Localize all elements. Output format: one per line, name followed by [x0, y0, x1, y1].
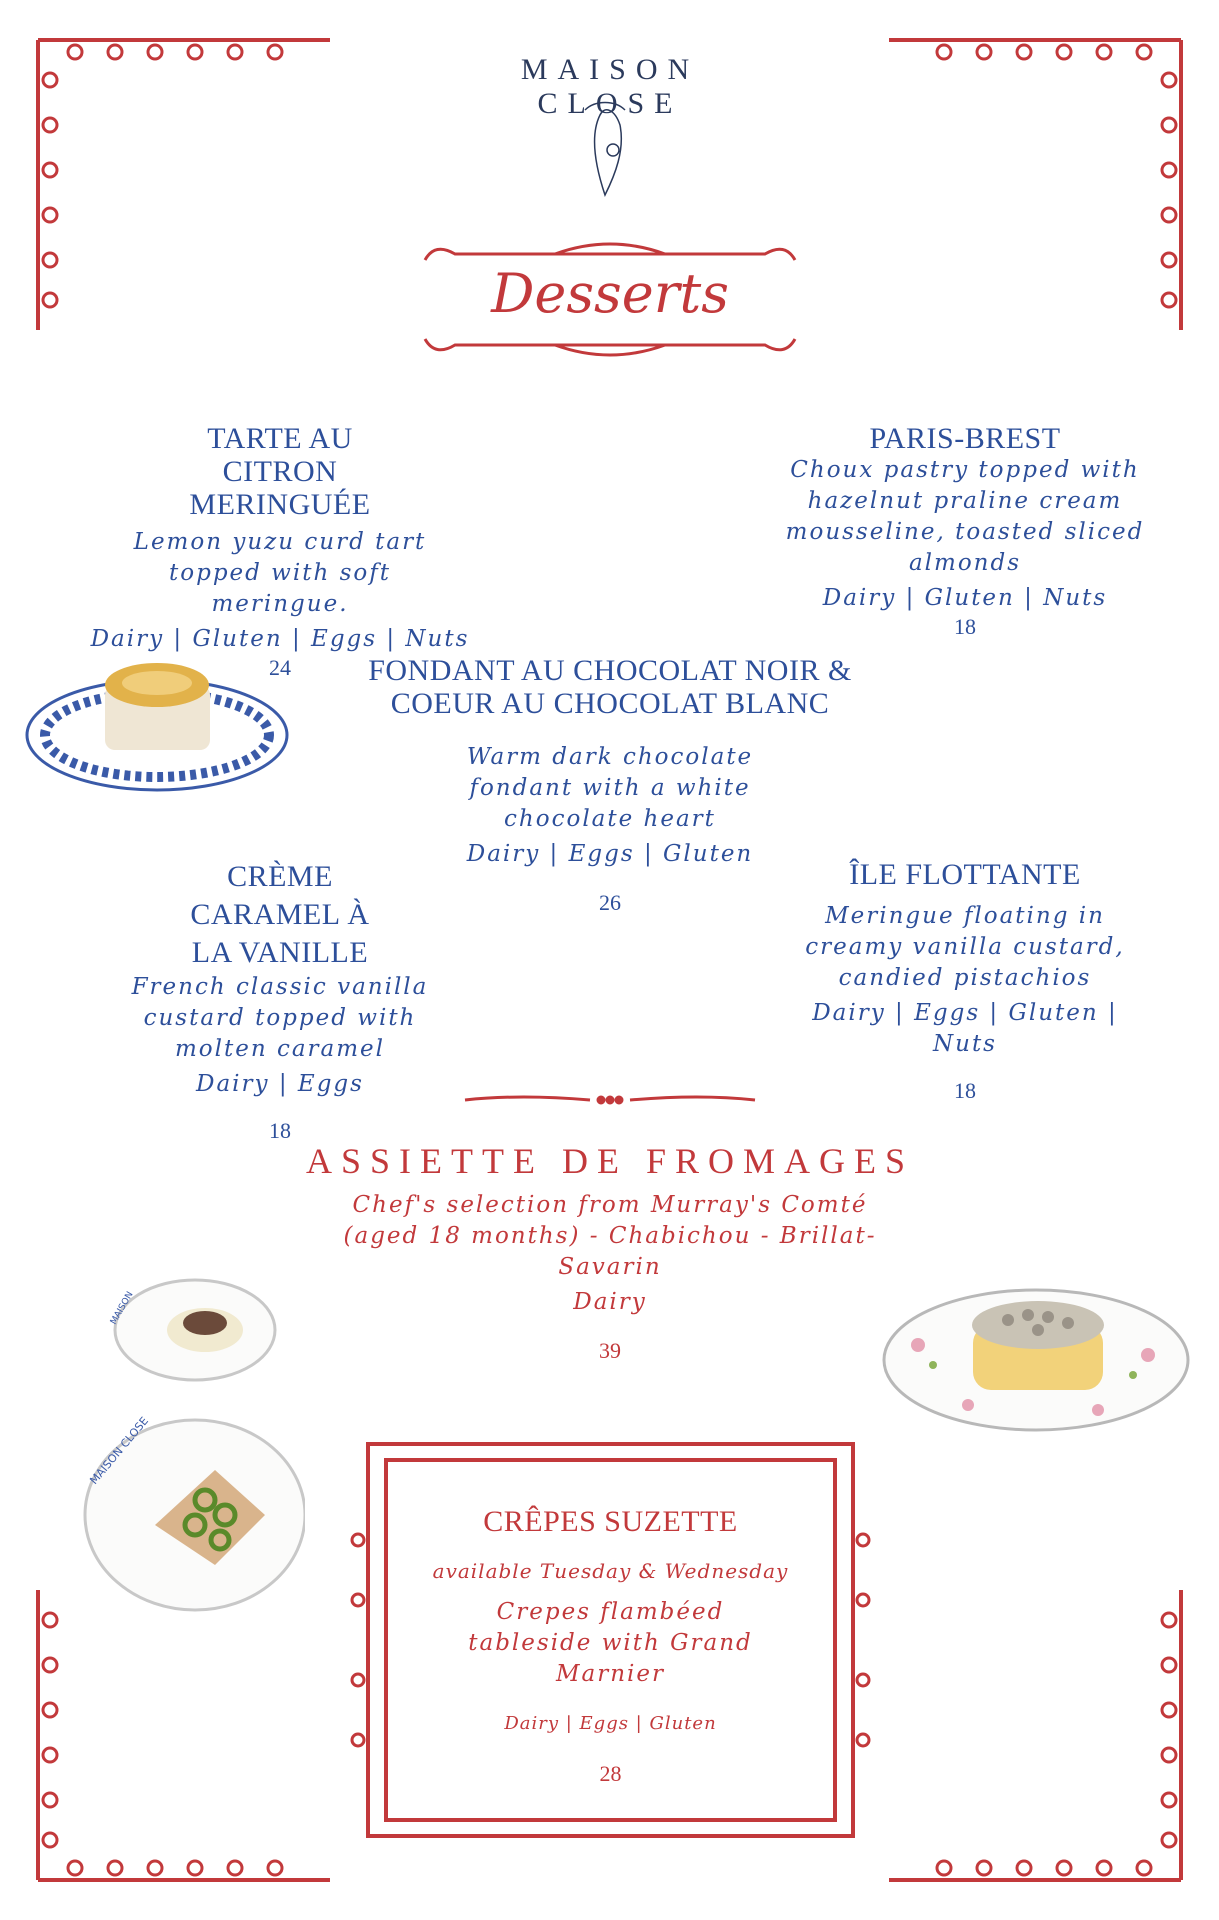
item-allergens: Dairy | Gluten | Nuts — [822, 585, 1108, 611]
item-price: 18 — [954, 614, 976, 639]
item-price: 18 — [269, 1118, 291, 1143]
item-title: ÎLE FLOTTANTE — [849, 858, 1081, 891]
cheese-price: 39 — [599, 1338, 621, 1363]
item-allergens: Dairy | Eggs | Gluten | Nuts — [812, 1000, 1118, 1057]
corner-flourish-top-left — [30, 30, 340, 340]
svg-text:MAISON CLOSE: MAISON CLOSE — [87, 1414, 152, 1487]
item-description: Warm dark chocolate fondant with a white chocolate heart — [466, 744, 754, 832]
divider-ornament — [460, 1090, 760, 1110]
item-description: Meringue floating in creamy vanilla custard, candied pistachios — [805, 903, 1125, 991]
plate-illustration-left — [75, 1265, 305, 1620]
cheese-section — [250, 1140, 970, 1364]
corner-flourish-bottom-left — [30, 1580, 340, 1890]
corner-flourish-bottom-right — [879, 1580, 1189, 1890]
item-price: 24 — [269, 655, 291, 680]
cheese-description: Chef's selection from Murray's Comté (aged 18 months) - Chabichou - Brillat-Savarin — [343, 1192, 877, 1280]
crepes-section — [398, 1505, 823, 1787]
crepes-allergens: Dairy | Eggs | Gluten — [504, 1713, 717, 1734]
cheese-title: ASSIETTE DE FROMAGES — [305, 1141, 915, 1181]
cheese-allergens: Dairy — [573, 1289, 647, 1315]
svg-text:MAISON: MAISON — [108, 1290, 136, 1327]
item-allergens: Dairy | Eggs — [196, 1071, 364, 1097]
creme-caramel-illustration — [20, 650, 295, 800]
item-price: 26 — [599, 890, 621, 915]
item-price: 18 — [954, 1078, 976, 1103]
item-title: PARIS-BREST — [869, 422, 1061, 455]
logo-text: MAISON CLOSE — [520, 53, 700, 120]
crepes-price: 28 — [599, 1761, 622, 1786]
crepes-title: CRÊPES SUZETTE — [483, 1505, 738, 1538]
corner-flourish-top-right — [879, 30, 1189, 340]
page-title: Desserts — [491, 262, 729, 325]
menu-item-tarte-au-citron — [90, 422, 470, 681]
item-description: Lemon yuzu curd tart topped with soft meringue. — [133, 529, 427, 617]
menu-item-creme-caramel — [90, 858, 470, 1144]
item-title: TARTE AU CITRON MERINGUÉE — [189, 422, 371, 521]
item-title: CRÈME CARAMEL À LA VANILLE — [190, 860, 370, 969]
crepes-availability: available Tuesday & Wednesday — [432, 1559, 789, 1583]
item-allergens: Dairy | Eggs | Gluten — [466, 841, 754, 867]
item-title: FONDANT AU CHOCOLAT NOIR & COEUR AU CHOCOLAT BLANC — [368, 654, 852, 720]
tart-illustration-right — [878, 1275, 1193, 1440]
item-allergens: Dairy | Gluten | Eggs | Nuts — [90, 626, 470, 652]
logo — [505, 55, 715, 205]
menu-item-ile-flottante — [780, 858, 1150, 1104]
menu-item-paris-brest — [750, 422, 1180, 640]
item-description: Choux pastry topped with hazelnut praline cream mousseline, toasted sliced almonds — [785, 457, 1145, 576]
item-description: French classic vanilla custard topped with molten caramel — [131, 974, 429, 1062]
crepes-description: Crepes flambéed tableside with Grand Marnier — [468, 1599, 753, 1687]
